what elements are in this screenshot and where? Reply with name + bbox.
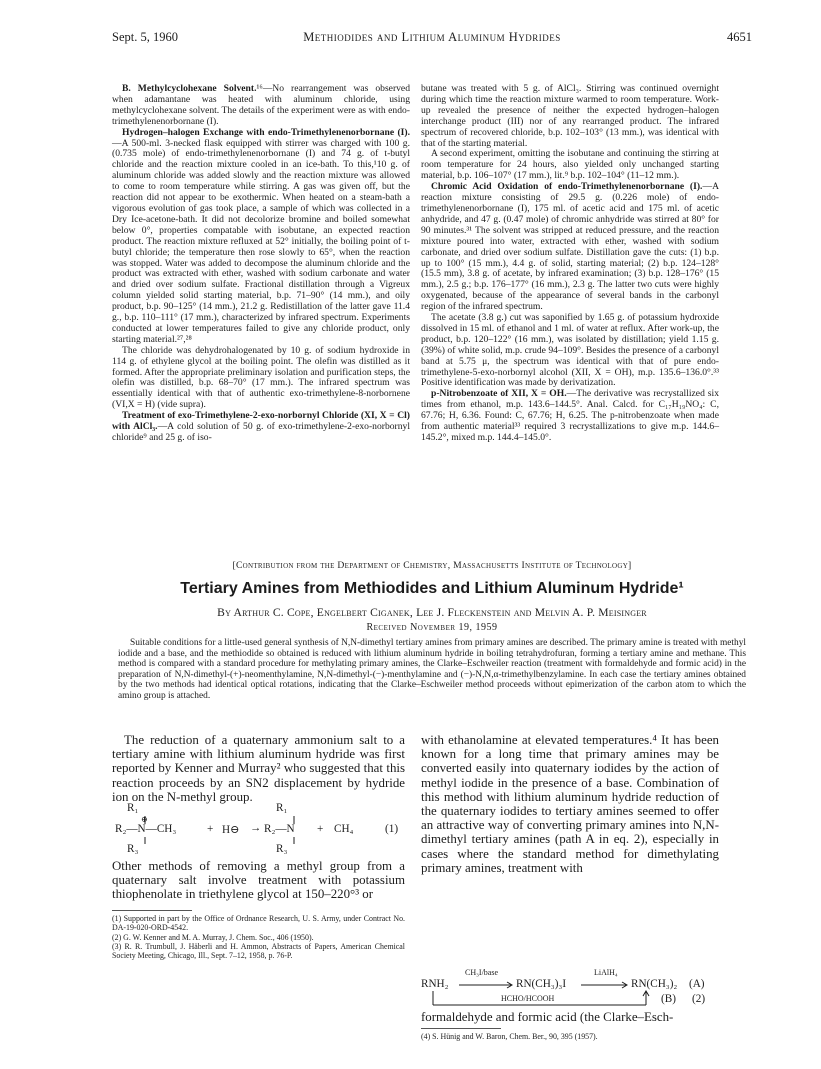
paragraph [421,149,719,182]
paragraph [112,84,410,128]
running-head-title: Methiodides and Lithium Aluminum Hydrides [303,30,561,44]
paragraph-text: A second experiment, omitting the isobutane and continuing the stirring at room temperature for 24 hours, also yielded only unchanged starting material, b.p. 106–107° (17 mm.), lit.⁹ b.p. 102–104° (11–12 mm.). [421,148,719,182]
right-column [421,84,719,444]
paragraph-text: —The derivative was recrystallized six times from ethanol, m.p. 143.6–144.5°. Anal. Calcd. for C₁₇H₁₉NO₄: C, 67.76; H, 6.36. Found: C, 67.76; H, 6.25. The p-nitrobenzoate when made from authentic material³³ required 3 recrystallizations to give m.p. 144.6–145.2°, mixed m.p. 144.4–145.0°. [421,388,719,443]
body-left-bottom [112,859,405,902]
paragraph [421,389,719,444]
equation-1 [112,802,405,858]
eq1-r2-left: R₂—N—CH₃ [115,823,177,835]
footnotes-right [421,1032,719,1041]
paragraph [112,128,410,346]
paragraph [112,346,410,411]
received-date: Received November 19, 1959 [366,622,498,633]
abstract-text: Suitable conditions for a little-used general synthesis of N,N-dimethyl tertiary amines from primary amines are described. The primary amine is treated with methyl iodide and a base, and the methiodide so obtained is reduced with lithium aluminum hydride in boiling tetrahydrofuran, forming a tertiary amine and methane. This method is compared with a standard procedure for methylating primary amines, the Clarke–Eschweiler reaction (treatment with formaldehyde and formic acid) in the preparation of N,N-dimethyl-(+)-neomenthylamine, N,N-dimethyl-(−)-menthylamine and (−)-N,N,α-trimethylbenzylamine. In each case the tertiary amines obtained by the two methods had identical optical rotations, indicating that the Clarke–Eschweiler method proceeds without epimerization of the carbon atom to which the amino group is attached. [118,638,746,701]
paragraph-text: ¹⁶—No rearrangement was observed when adamantane was heated with aluminum chloride, using methylcyclohexane solvent. The details of the experiment were as with endo-trimethylenenorbornane (I). [112,83,410,127]
eq2-reagent-lialh4: LiAlH₄ [594,968,618,977]
eq2-reagent-methyl-iodide: CH₃I/base [465,968,499,977]
running-head-date: Sept. 5, 1960 [112,30,178,44]
eq2-path-a: (A) [689,978,705,990]
eq2-tertiary-amine: RN(CH₃)₂ [631,978,678,990]
body-right-bottom [421,1010,719,1024]
eq1-r3-left: R₃ [127,843,139,855]
footnote: (4) S. Hünig and W. Baron, Chem. Ber., 90, 395 (1957). [421,1032,598,1041]
paragraph-text: —A cold solution of 50 g. of exo-trimethylene-2-exo-norbornyl chloride⁹ and 25 g. of iso- [112,421,410,443]
eq2-quaternary-iodide: RN(CH₃)₃I [516,978,567,990]
paragraph [112,411,410,444]
body-right-top [421,733,719,875]
section-lead: Treatment of exo-Trimethylene-2-exo-norbornyl Chloride (XI, X = Cl) with AlCl₃. [112,410,410,433]
eq1-r2-right: R₂—N [264,823,295,835]
footnote-rule-left [112,910,192,911]
section-lead: p-Nitrobenzoate of XII, X = OH. [431,388,567,400]
eq1-r1-right: R₁ [276,802,288,814]
section-lead: B. Methylcyclohexane Solvent. [122,83,257,94]
abstract [118,638,746,702]
running-head [112,30,752,46]
eq1-arrow: → [250,822,262,834]
eq1-methane: CH₄ [334,823,354,835]
eq1-hydride: H⊖ [222,824,240,836]
eq1-plus-2: + [317,823,324,835]
article-title: Tertiary Amines from Methiodides and Lithium Aluminum Hydride¹ [180,580,684,597]
eq2-reagent-formaldehyde: HCHO/HCOOH [501,994,555,1003]
paragraph [421,84,719,149]
section-lead: Chromic Acid Oxidation of endo-Trimethylenenorbornane (I). [431,181,703,193]
paragraph-text: The acetate (3.8 g.) cut was saponified by 1.65 g. of potassium hydroxide dissolved in 15 ml. of ethanol and 1 ml. of water at reflux. After work-up, the product, b.p. 120–122° (16 mm.), was isolated by distillation; yield 1.15 g. (39%) of white solid, m.p. crude 94–109°. Besides the presence of a carbonyl band at 5.75 μ, the spectrum was identical with that of pure endo-trimethylene-5-exo-norbornyl alcohol (XII, X = OH), m.p. 135.6–136.0°.³³ Positive identification was made by derivatization. [421,312,719,389]
paragraph [421,182,719,313]
eq1-plus: + [207,823,214,835]
eq1-r3-right: R₃ [276,843,288,855]
contribution-line: [Contribution from the Department of Chemistry, Massachusetts Institute of Technology] [232,560,632,571]
eq1-charge-plus: ⊕ [141,815,148,824]
article-authors: By Arthur C. Cope, Engelbert Ciganek, Lee J. Fleckenstein and Melvin A. P. Meisinger [217,606,647,619]
section-lead: Hydrogen–halogen Exchange with endo-Trimethylenenorbornane (I). [122,126,410,138]
page-number: 4651 [727,30,752,44]
footnote-rule-right [421,1028,501,1029]
footnote: (2) G. W. Kenner and M. A. Murray, J. Chem. Soc., 406 (1950). [112,932,314,942]
eq2-arrows [421,968,719,1008]
body-left-top [112,733,405,804]
paragraph-text: with ethanolamine at elevated temperatures.⁴ It has been known for a long time that primary amines may be converted easily into quaternary iodides by the action of methyl iodide in the presence of a base. Combination of this method with lithium aluminum hydride reduction of the quaternary iodides to tertiary amines seemed to offer an attractive way of converting primary amines into N,N-dimethyl tertiary amines (path A in eq. 2), especially in cases where the standard method for dimethylating primary amines, treatment with [421,733,719,875]
eq1-number: (1) [385,823,399,835]
paragraph-text: —A 500-ml. 3-necked flask equipped with stirrer was charged with 100 g. (0.735 mole) of endo-trimethylenenorbornane (I) and 74 g. of t-butyl chloride and the reaction mixture cooled in an ice-bath. To this,¹10 g. of aluminum chloride was added slowly and the reaction mixture was allowed to come to room temperature while stirring. A gas was given off, but the reaction did not appear to be exothermic. When heated on a steam-bath a vigorous evolution of gas took place, a sample of which was collected in a Dry Ice-acetone-bath. It did not decolorize bromine and boiled somewhat below 0°, properties compatable with isobutane, an expected reaction product. The reaction mixture refluxed at 52° initially, the boiling point of t-butyl chloride; the temperature then rose slowly to 65°, when the reaction was stopped. Water was added to decompose the aluminum chloride and the product was extracted with ether, washed with sodium carbonate and water and dried over sodium sulfate. Fractional distillation through a Vigreux column yielded solid starting material, b.p. 71–90° (14 mm.), and oily product, b.p. 90–125° (14 mm.), 21.2 g. Redistillation of the latter gave 11.4 g., b.p. 110–111° (17 mm.), characterized by infrared spectrum. Experiments conducted at lower temperatures failed to give any chloride product, only starting material.²⁷,²⁸ [112,137,410,345]
paragraph-text: —A reaction mixture consisting of 29.5 g. (0.226 mole) of endo-trimethylenenorbornane (I), 175 ml. of acetic acid and 175 ml. of acetic anhydride, and 47 g. (0.47 mole) of chromic anhydride was stirred at 80° for 90 minutes.³¹ The solvent was stripped at reduced pressure, and the reaction mixture poured into water, extracted with ether, washed with sodium carbonate, and dried over sodium sulfate. Distillation gave the cuts: (1) b.p. up to 100° (15 mm.), 4.4 g. of solid, starting material; (2) b.p. 124–128° (15.5 mm), 3.8 g. of acetate, by infrared examination; (3) b.p. 128–176° (15 mm.), 2.5 g.; b.p. 176–177° (16 mm.), 2.3 g. The latter two cuts were highly oxygenated, because of the appearance of several bands in the carbonyl region of the infrared spectrum. [421,181,719,313]
eq1-r1-left: R₁ [127,802,139,814]
paragraph-text: Other methods of removing a methyl group from a quaternary salt involve treatment with potassium thiophenolate in triethylene glycol at 150–220°³ or [112,859,405,902]
paragraph-text: The chloride was dehydrohalogenated by 10 g. of sodium hydroxide in 114 g. of ethylene glycol at the boiling point. The olefin was distilled as it formed. After the appropriate preliminary isolation and purification steps, the olefin was distilled, b.p. 68–70° (17 mm.). The infrared spectrum was essentially identical with that of authentic exo-trimethylene-8-norbornene (VI,X = H) (vide supra). [112,344,410,411]
eq1-bonds [112,802,405,858]
paragraph-text: The reduction of a quaternary ammonium salt to a tertiary amine with lithium aluminum hydride was first reported by Kenner and Murray² who suggested that this reaction proceeds by an SN2 displacement by hydride ion on the N-methyl group. [112,733,405,804]
paragraph-text: formaldehyde and formic acid (the Clarke–Esch- [421,1010,674,1024]
footnote: (3) R. R. Trumbull, J. Häberli and H. Ammon, Abstracts of Papers, American Chemical Society Meeting, Chicago, Ill., Sept. 7–12, 1958, p. 76-P. [112,941,405,961]
footnote: (1) Supported in part by the Office of Ordnance Research, U. S. Army, under Contract No. DA-19-020-ORD-4542. [112,914,405,933]
eq2-primary-amine: RNH₂ [421,978,449,990]
footnotes-left [112,914,405,960]
eq2-path-b: (B) [661,993,676,1005]
eq2-number: (2) [692,993,706,1005]
paragraph [421,313,719,389]
paragraph-text: butane was treated with 5 g. of AlCl₃. Stirring was continued overnight during which time the reaction mixture warmed to room temperature. Work-up revealed the presence of neither the expected hydrogen–halogen interchange product (III) nor of any rearranged product. The infrared spectrum of recovered chloride, b.p. 102–103° (13 mm.), was identical with that of the starting material. [421,83,719,149]
left-column [112,84,410,444]
